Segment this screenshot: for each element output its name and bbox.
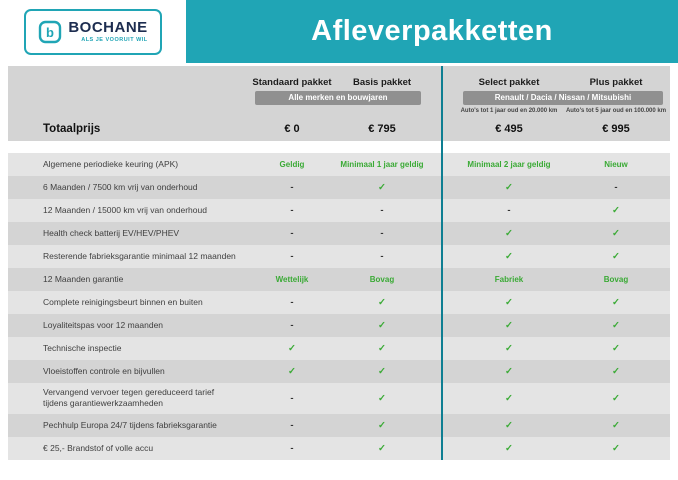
check-icon: ✓ — [505, 343, 513, 354]
section-gap — [8, 141, 670, 153]
feature-label: 6 Maanden / 7500 km vrij van onderhoud — [43, 181, 198, 192]
table-row — [8, 314, 670, 337]
check-icon: ✓ — [378, 320, 386, 331]
dash-mark: - — [290, 392, 294, 404]
table-row — [8, 437, 670, 460]
check-icon: ✓ — [505, 182, 513, 193]
logo-letter: b — [46, 24, 55, 40]
badge-all-brands: Alle merken en bouwjaren — [255, 91, 421, 105]
dash-mark: - — [380, 228, 384, 239]
dash-mark: - — [507, 205, 511, 216]
badge-row — [8, 90, 670, 105]
check-icon: ✓ — [505, 228, 513, 239]
check-icon: ✓ — [378, 442, 386, 454]
feature-value: Bovag — [603, 275, 629, 284]
check-icon: ✓ — [505, 442, 513, 454]
packages-table — [8, 66, 670, 460]
check-icon: ✓ — [378, 366, 386, 377]
check-icon: ✓ — [378, 297, 386, 308]
check-icon: ✓ — [378, 392, 386, 404]
brand-tagline: ALS JE VOORUIT WIL — [81, 37, 148, 43]
feature-label: € 25,- Brandstof of volle accu — [43, 442, 154, 453]
table-row — [8, 153, 670, 176]
dash-mark: - — [290, 320, 294, 331]
check-icon: ✓ — [612, 442, 620, 454]
check-icon: ✓ — [288, 366, 296, 377]
table-row — [8, 383, 670, 414]
feature-value: Wettelijk — [275, 275, 309, 284]
title-bar — [186, 0, 678, 63]
table-row — [8, 268, 670, 291]
bochane-logo — [24, 9, 162, 55]
check-icon: ✓ — [378, 182, 386, 193]
check-icon: ✓ — [612, 297, 620, 308]
feature-value: Minimaal 2 jaar geldig — [467, 160, 551, 169]
column-header-standaard: Standaard pakket — [252, 76, 332, 88]
feature-label: Loyaliteitspas voor 12 maanden — [43, 319, 164, 330]
page-title: Afleverpakketten — [311, 15, 553, 47]
check-icon: ✓ — [505, 419, 513, 431]
check-icon: ✓ — [612, 366, 620, 377]
feature-rows — [8, 153, 670, 460]
table-row — [8, 222, 670, 245]
feature-label: 12 Maanden / 15000 km vrij van onderhoud — [43, 204, 207, 215]
check-icon: ✓ — [378, 343, 386, 354]
dash-mark: - — [290, 228, 294, 239]
bochane-b-icon — [38, 20, 62, 44]
logo-area — [0, 0, 186, 63]
dash-mark: - — [380, 205, 384, 216]
check-icon: ✓ — [612, 320, 620, 331]
column-divider — [441, 66, 443, 460]
logo-text — [68, 20, 147, 43]
price-standaard: € 0 — [284, 122, 300, 135]
packages-panel — [8, 66, 670, 460]
check-icon: ✓ — [612, 419, 620, 431]
brand-name: BOCHANE — [68, 19, 148, 36]
table-row — [8, 245, 670, 268]
header — [0, 0, 678, 63]
feature-value: Nieuw — [604, 160, 628, 169]
dash-mark: - — [380, 251, 384, 262]
feature-label: Complete reinigingsbeurt binnen en buiten — [43, 296, 203, 307]
feature-label: Technische inspectie — [43, 342, 122, 353]
column-header-plus: Plus pakket — [589, 76, 643, 88]
price-plus: € 995 — [602, 122, 630, 135]
notes-row — [8, 105, 670, 116]
table-row — [8, 360, 670, 383]
note-select: Auto's tot 1 jaar oud en 20.000 km — [460, 107, 558, 114]
feature-label: Vloeistoffen controle en bijvullen — [43, 365, 165, 376]
feature-value: Minimaal 1 jaar geldig — [340, 160, 424, 169]
price-label: Totaalprijs — [43, 122, 101, 135]
table-row — [8, 414, 670, 437]
check-icon: ✓ — [612, 228, 620, 239]
feature-value: Fabriek — [494, 275, 524, 284]
dash-mark: - — [614, 182, 618, 193]
dash-mark: - — [290, 251, 294, 262]
dash-mark: - — [290, 419, 294, 431]
price-row — [8, 116, 670, 141]
price-select: € 495 — [495, 122, 523, 135]
price-basis: € 795 — [368, 122, 396, 135]
feature-label: Pechhulp Europa 24/7 tijdens fabrieksgarantie — [43, 419, 217, 430]
dash-mark: - — [290, 182, 294, 193]
check-icon: ✓ — [612, 251, 620, 262]
check-icon: ✓ — [505, 251, 513, 262]
column-header-basis: Basis pakket — [352, 76, 412, 88]
feature-label: Health check batterij EV/HEV/PHEV — [43, 227, 180, 238]
feature-label: Algemene periodieke keuring (APK) — [43, 158, 179, 169]
table-row — [8, 291, 670, 314]
table-row — [8, 337, 670, 360]
check-icon: ✓ — [505, 366, 513, 377]
feature-label: Resterende fabrieksgarantie minimaal 12 maanden — [43, 250, 236, 261]
check-icon: ✓ — [505, 297, 513, 308]
check-icon: ✓ — [612, 205, 620, 216]
dash-mark: - — [290, 297, 294, 308]
dash-mark: - — [290, 442, 294, 454]
check-icon: ✓ — [288, 343, 296, 354]
check-icon: ✓ — [612, 343, 620, 354]
check-icon: ✓ — [505, 392, 513, 404]
feature-label: Vervangend vervoer tegen gereduceerd tarief tijdens garantiewerkzaamheden — [43, 387, 215, 409]
badge-brand-list: Renault / Dacia / Nissan / Mitsubishi — [463, 91, 663, 105]
table-row — [8, 176, 670, 199]
check-icon: ✓ — [505, 320, 513, 331]
note-plus: Auto's tot 5 jaar oud en 100.000 km — [565, 107, 667, 114]
table-header-row — [8, 66, 670, 90]
dash-mark: - — [290, 205, 294, 216]
check-icon: ✓ — [378, 419, 386, 431]
feature-label: 12 Maanden garantie — [43, 273, 124, 284]
column-header-select: Select pakket — [478, 76, 540, 88]
check-icon: ✓ — [612, 392, 620, 404]
feature-value: Geldig — [279, 160, 305, 169]
table-row — [8, 199, 670, 222]
feature-value: Bovag — [369, 275, 395, 284]
